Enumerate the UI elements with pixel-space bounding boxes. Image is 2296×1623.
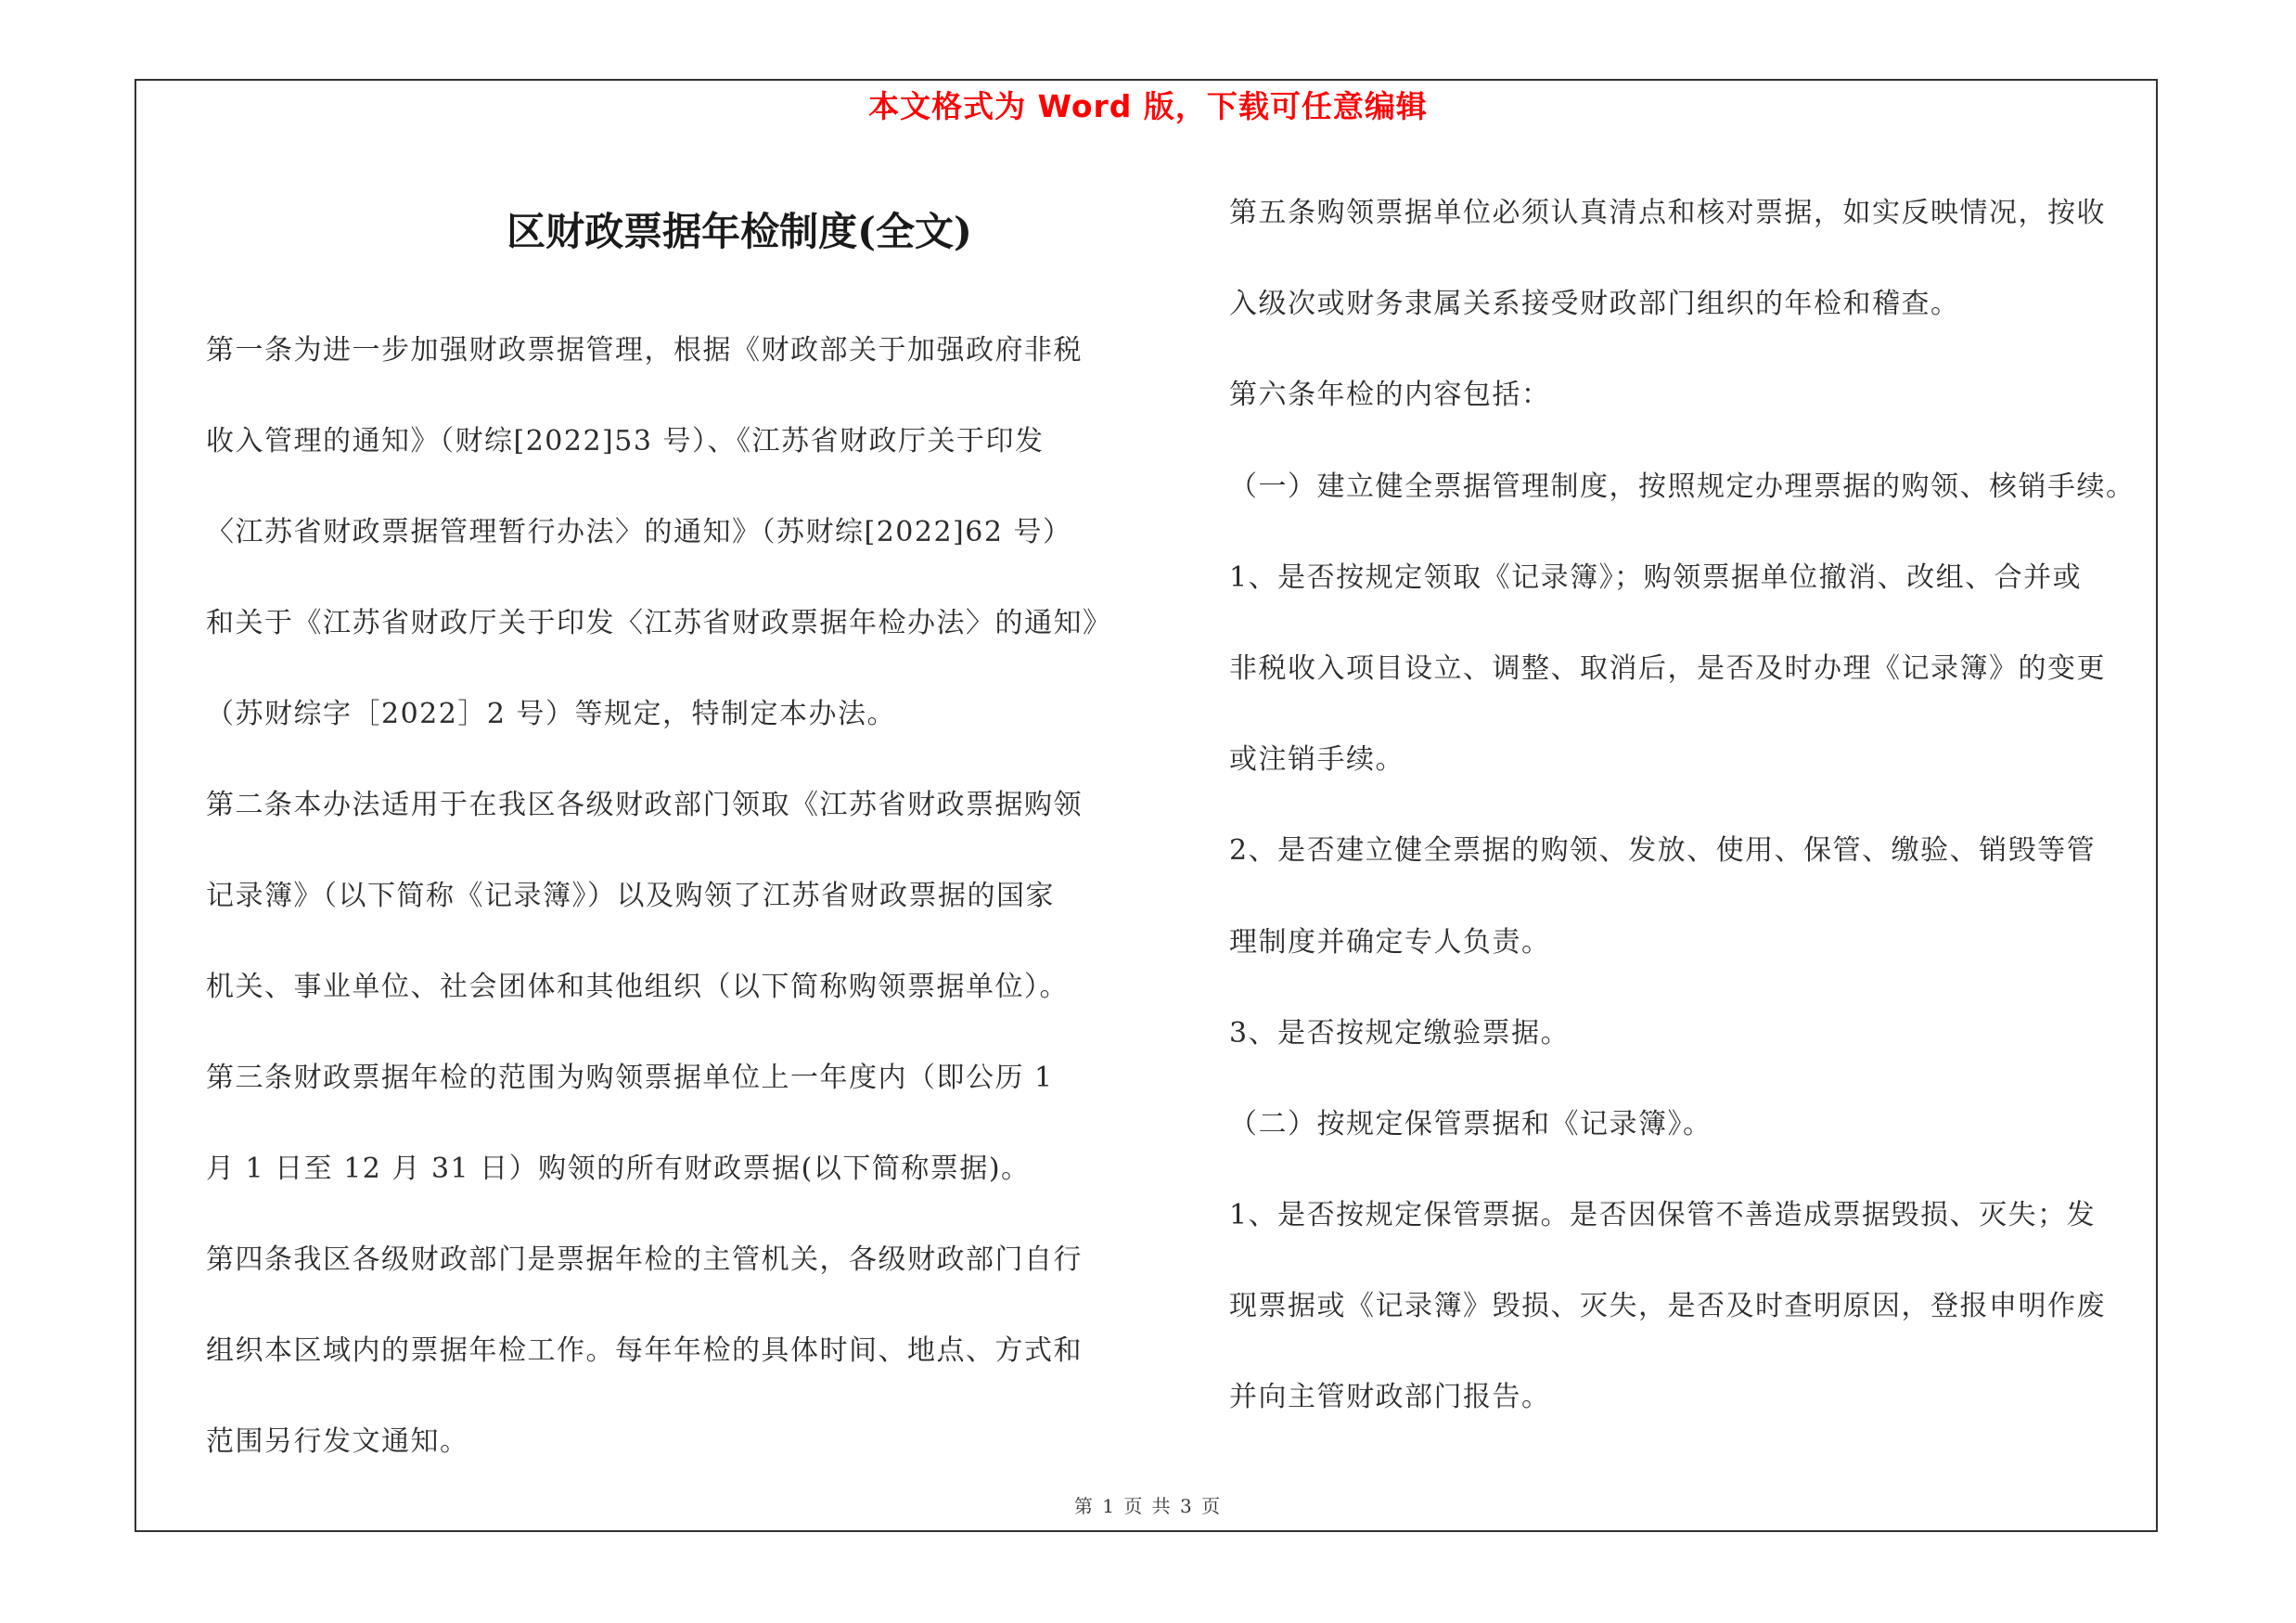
paragraph-line: 理制度并确定专人负责。 — [1229, 925, 1551, 959]
format-banner: 本文格式为 Word 版，下载可任意编辑 — [868, 88, 1428, 124]
paragraph-line: 现票据或《记录簿》毁损、灭失，是否及时查明原因，登报申明作废 — [1229, 1290, 2106, 1323]
paragraph-line: 第二条本办法适用于在我区各级财政部门领取《江苏省财政票据购领 — [206, 789, 1083, 821]
paragraph-line: 第四条我区各级财政部门是票据年检的主管机关，各级财政部门自行 — [206, 1243, 1083, 1276]
paragraph-line: 收入管理的通知》（财综[2022]53 号）、《江苏省财政厅关于印发 — [206, 425, 1045, 457]
paragraph-line: 并向主管财政部门报告。 — [1229, 1381, 1551, 1414]
document-title: 区财政票据年检制度(全文) — [507, 209, 972, 254]
paragraph-line: 或注销手续。 — [1229, 743, 1405, 777]
paragraph-line: 第三条财政票据年检的范围为购领票据单位上一年度内（即公历 1 — [206, 1062, 1054, 1094]
paragraph-line: 3、是否按规定缴验票据。 — [1229, 1016, 1571, 1050]
paragraph-line: 〈江苏省财政票据管理暂行办法〉的通知》（苏财综[2022]62 号） — [206, 516, 1072, 548]
paragraph-line: 入级次或财务隶属关系接受财政部门组织的年检和稽查。 — [1229, 288, 1960, 321]
left-column — [206, 323, 1161, 1505]
paragraph-line: 机关、事业单位、社会团体和其他组织（以下简称购领票据单位）。 — [206, 971, 1069, 1003]
paragraph-line: 第一条为进一步加强财政票据管理，根据《财政部关于加强政府非税 — [206, 334, 1083, 367]
page-number-footer: 第 1 页 共 3 页 — [1073, 1495, 1223, 1517]
paragraph-line: 范围另行发文通知。 — [206, 1425, 469, 1458]
paragraph-line: 第五条购领票据单位必须认真清点和核对票据，如实反映情况，按收 — [1229, 197, 2106, 229]
paragraph-line: （苏财综字［2022］2 号）等规定，特制定本办法。 — [206, 698, 896, 730]
paragraph-line: 2、是否建立健全票据的购领、发放、使用、保管、缴验、销毁等管 — [1229, 834, 2097, 868]
right-column — [1229, 186, 2166, 1462]
paragraph-line: 组织本区域内的票据年检工作。每年年检的具体时间、地点、方式和 — [206, 1334, 1083, 1367]
paragraph-line: 和关于《江苏省财政厅关于印发〈江苏省财政票据年检办法〉的通知》 — [206, 607, 1112, 639]
paragraph-line: 1、是否按规定保管票据。是否因保管不善造成票据毁损、灭失；发 — [1229, 1199, 2097, 1232]
paragraph-line: 月 1 日至 12 月 31 日）购领的所有财政票据(以下简称票据)。 — [206, 1153, 1031, 1185]
paragraph-line: 非税收入项目设立、调整、取消后，是否及时办理《记录簿》的变更 — [1229, 651, 2106, 685]
paragraph-line: 第六条年检的内容包括： — [1229, 379, 1551, 412]
paragraph-line: 1、是否按规定领取《记录簿》；购领票据单位撤消、改组、合并或 — [1229, 560, 2083, 594]
paragraph-line: （二）按规定保管票据和《记录簿》。 — [1229, 1107, 1712, 1140]
paragraph-line: 记录簿》（以下简称《记录簿》）以及购领了江苏省财政票据的国家 — [206, 880, 1055, 912]
paragraph-line: （一）建立健全票据管理制度，按照规定办理票据的购领、核销手续。 — [1229, 470, 2136, 503]
